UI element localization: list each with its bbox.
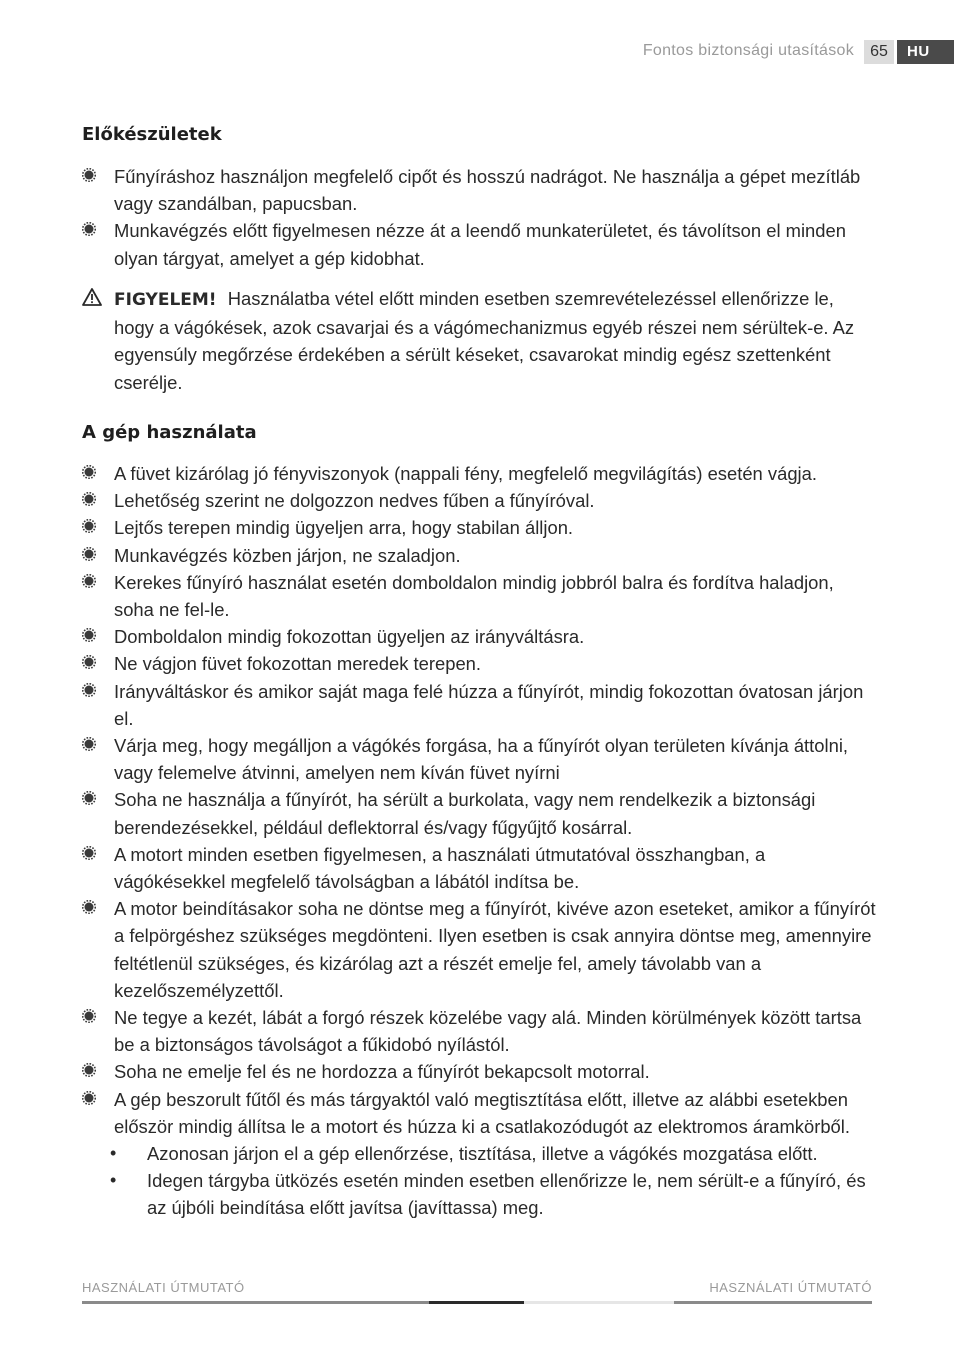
use-list [82,460,877,1222]
list-item-text: Irányváltáskor és amikor saját maga felé húzza a fűnyírót, mindig fokozottan óvatosan járjon el. [114,680,864,729]
gear-bullet-icon [82,492,96,506]
gear-bullet-icon [82,574,96,588]
list-item-text: Lejtős terepen mindig ügyeljen arra, hogy stabilan álljon. [114,517,574,539]
list-item [82,217,877,271]
list-item [82,650,877,677]
list-item-text: A motor beindításakor soha ne döntse meg a fűnyírót, kivéve azon eseteket, amikor a fűnyírót a felpörgéshez szükséges megdönteni. Ilyen esetben is csak annyira döntse meg, amennyire feltétlenül szükséges, és kizárólag azt a részét emelje fel, amely távolabb van a kezelőszemélyzettől. [114,898,876,1001]
gear-bullet-icon [82,222,96,236]
list-item [82,1086,877,1222]
sub-list-item-text: Azonosan járjon el a gép ellenőrzése, tisztítása, illetve a vágókés mozgatása előtt. [147,1143,818,1165]
list-item [82,1004,877,1058]
list-item [82,841,877,895]
gear-bullet-icon [82,791,96,805]
gear-bullet-icon [82,465,96,479]
list-item-text: Soha ne emelje fel és ne hordozza a fűnyírót bekapcsolt motorral. [114,1061,650,1083]
dot-bullet-icon: • [110,1170,117,1191]
list-item-text: A motort minden esetben figyelmesen, a használati útmutatóval összhangban, a vágókésekkel megfelelő távolságban a lábától indítsa be. [114,843,766,893]
list-item [82,678,877,732]
list-item [82,623,877,650]
language-tag: HU [897,40,954,64]
list-item [82,895,877,1004]
list-item-text: Munkavégzés előtt figyelmesen nézze át a leendő munkaterületet, és távolítson el minden olyan tárgyat, amelyet a gép kidobhat. [114,220,846,269]
list-item [82,542,877,569]
warning-triangle-icon [82,288,102,306]
list-item-text: Soha ne használja a fűnyírót, ha sérült a burkolata, vagy nem rendelkezik a biztonsági berendezésekkel, például deflektorral és/vagy fűgyűjtő kosárral. [114,789,816,838]
list-item [82,1058,877,1085]
gear-bullet-icon [82,628,96,642]
list-item-text: Ne tegye a kezét, lábát a forgó részek közelébe vagy alá. Minden körülmények között tartsa be a biztonságos távolságot a fűkidobó nyílástól. [114,1007,862,1056]
list-item-text: Várja meg, hogy megálljon a vágókés forgása, ha a fűnyírót olyan területen kívánja áttolni, vagy felemelve átvinni, amelyen nem kíván füvet nyírni [114,735,849,784]
list-item-text: Fűnyíráshoz használjon megfelelő cipőt és hosszú nadrágot. Ne használja a gépet mezítláb vagy szandálban, papucsban. [114,166,861,215]
footer-right-label: HASZNÁLATI ÚTMUTATÓ [709,1280,872,1295]
gear-bullet-icon [82,1009,96,1023]
gear-bullet-icon [82,846,96,860]
gear-bullet-icon [82,519,96,533]
section-heading-prep: Előkészületek [82,124,222,145]
list-item [82,487,877,514]
gear-bullet-icon [82,168,96,182]
gear-bullet-icon [82,737,96,751]
gear-bullet-icon [82,1063,96,1077]
list-item-text: Kerekes fűnyíró használat esetén domboldalon mindig jobbról balra és fordítva haladjon, soha ne fel-le. [114,571,834,621]
list-item-text: Munkavégzés közben járjon, ne szaladjon. [114,544,461,566]
gear-bullet-icon [82,1091,96,1105]
list-item-text: Lehetőség szerint ne dolgozzon nedves fűben a fűnyíróval. [114,490,595,512]
list-item [82,514,877,541]
section-heading-use: A gép használata [82,422,257,443]
sub-list-item [82,1167,877,1221]
list-item-text: Domboldalon mindig fokozottan ügyeljen az irányváltásra. [114,626,585,648]
warning-text: Használatba vétel előtt minden esetben szemrevételezéssel ellenőrizze le, hogy a vágókések, azok csavarjai és a vágómechanizmus egyéb részei nem sérültek-e. Az egyensúly megőrzése érdekében a sérült késeket, csavarokat mindig egész szettenként cserélje. [114,288,855,393]
list-item-text: A gép beszorult fűtől és más tárgyaktól való megtisztítása előtt, illetve az alábbi esetekben először mindig állítsa le a motort és húzza ki a csatlakozódugót az elektromos áramkörből. [114,1088,850,1137]
gear-bullet-icon [82,900,96,914]
warning-label: FIGYELEM! [114,290,217,310]
list-item-text: Ne vágjon füvet fokozottan meredek terepen. [114,653,482,675]
list-item [82,163,877,217]
header-title: Fontos biztonsági utasítások [642,42,854,59]
footer-left-label: HASZNÁLATI ÚTMUTATÓ [82,1280,245,1295]
list-item [82,460,877,487]
sub-list-item-text: Idegen tárgyba ütközés esetén minden esetben ellenőrizze le, nem sérült-e a fűnyíró, és az újbóli beindítása előtt javítsa (javíttassa) meg. [147,1170,866,1219]
sub-list-item [82,1140,877,1167]
footer-bar-segment-2 [429,1301,524,1304]
footer-bar-segment-4 [674,1301,872,1304]
footer-bar-segment-3 [524,1301,674,1304]
prep-list [82,163,877,272]
list-item-text: A füvet kizárólag jó fényviszonyok (nappali fény, megfelelő megvilágítás) esetén vágja. [114,463,817,484]
warning-block [82,285,877,396]
page-number: 65 [864,40,894,64]
dot-bullet-icon: • [110,1143,117,1164]
list-item [82,569,877,623]
sub-list [82,1140,877,1222]
gear-bullet-icon [82,547,96,561]
footer-bar-segment-1 [82,1301,429,1304]
list-item [82,732,877,786]
gear-bullet-icon [82,683,96,697]
list-item [82,786,877,840]
gear-bullet-icon [82,655,96,669]
